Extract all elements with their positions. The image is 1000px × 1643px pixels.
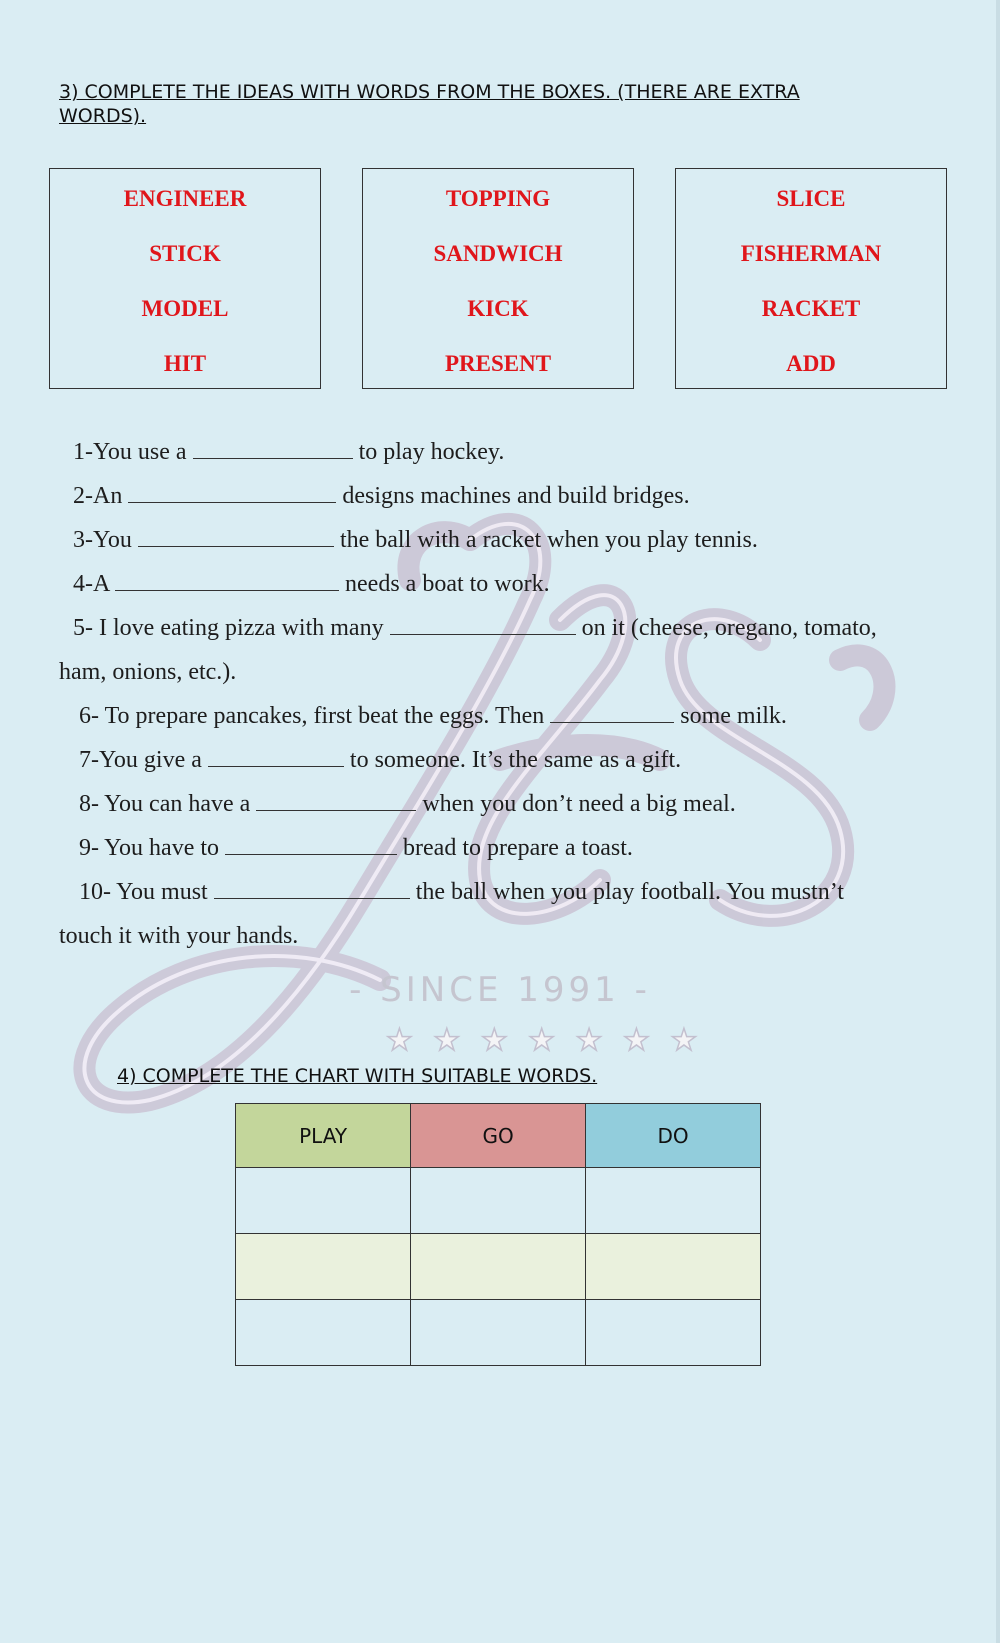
sentence-text: You give a xyxy=(99,747,208,773)
word-racket: RACKET xyxy=(761,296,861,321)
column-header-do: DO xyxy=(586,1104,761,1168)
sentence-text: To prepare pancakes, first beat the eggs. Then xyxy=(99,703,551,729)
star-icon: ★ xyxy=(670,1024,698,1057)
sentence-text: You can have a xyxy=(99,791,257,817)
column-header-play: PLAY xyxy=(236,1104,411,1168)
section-3-heading-line2: WORDS). xyxy=(59,105,147,127)
sentence-1 xyxy=(59,430,939,474)
sentence-text: on it (cheese, oregano, tomato, xyxy=(575,615,877,641)
page-edge xyxy=(996,0,1000,1643)
sentence-text: An xyxy=(93,483,129,509)
sentence-text: I love eating pizza with many xyxy=(93,615,390,641)
sentence-9 xyxy=(59,826,939,870)
chart-cell-go[interactable] xyxy=(411,1300,586,1366)
sentence-5 xyxy=(59,606,939,650)
word-box-2 xyxy=(362,168,634,389)
sentence-text: to someone. It’s the same as a gift. xyxy=(343,747,682,773)
sentence-list xyxy=(59,430,939,958)
sentence-4 xyxy=(59,562,939,606)
sentence-5-continued: ham, onions, etc.). xyxy=(59,659,237,685)
chart-cell-do[interactable] xyxy=(586,1168,761,1234)
sentence-text: some milk. xyxy=(674,703,787,729)
sentence-text: when you don’t need a big meal. xyxy=(416,791,736,817)
sentence-text: designs machines and build bridges. xyxy=(336,483,690,509)
table-row xyxy=(236,1168,761,1234)
sentence-number: 5- xyxy=(73,615,93,641)
answer-blank-4[interactable] xyxy=(115,568,339,591)
sentence-8 xyxy=(59,782,939,826)
sentence-6 xyxy=(59,694,939,738)
answer-blank-6[interactable] xyxy=(550,700,674,723)
word-kick: KICK xyxy=(467,296,529,321)
star-icon: ★ xyxy=(528,1024,556,1057)
column-header-go: GO xyxy=(411,1104,586,1168)
word-slice: SLICE xyxy=(776,186,846,211)
sentence-text: the ball with a racket when you play tennis. xyxy=(333,527,758,553)
word-sandwich: SANDWICH xyxy=(433,241,563,266)
star-icon: ★ xyxy=(386,1024,413,1057)
table-row xyxy=(236,1234,761,1300)
sentence-text: You have to xyxy=(99,835,226,861)
answer-blank-5[interactable] xyxy=(390,612,576,635)
answer-blank-10[interactable] xyxy=(214,876,410,899)
sentence-10-continued: touch it with your hands. xyxy=(59,923,299,949)
sentence-number: 7- xyxy=(79,747,99,773)
answer-blank-7[interactable] xyxy=(208,744,344,767)
word-topping: TOPPING xyxy=(445,186,551,211)
sentence-number: 1- xyxy=(73,439,93,465)
word-fisherman: FISHERMAN xyxy=(740,241,882,266)
watermark-since-text: - SINCE 1991 - xyxy=(349,970,651,1010)
word-stick: STICK xyxy=(149,241,221,266)
word-box-3 xyxy=(675,168,947,389)
word-engineer: ENGINEER xyxy=(123,186,247,211)
sentence-number: 6- xyxy=(79,703,99,729)
section-3-heading xyxy=(59,80,889,128)
chart-cell-play[interactable] xyxy=(236,1234,411,1300)
sentence-text: You must xyxy=(111,879,214,905)
section-3-heading-line1: 3) COMPLETE THE IDEAS WITH WORDS FROM THE BOXES. (THERE ARE EXTRA xyxy=(59,81,800,103)
star-icon: ★ xyxy=(480,1024,508,1057)
sentence-number: 3- xyxy=(73,527,93,553)
answer-blank-3[interactable] xyxy=(138,524,334,547)
chart-cell-do[interactable] xyxy=(586,1234,761,1300)
sentence-text: A xyxy=(93,571,116,597)
sentence-text: the ball when you play football. You mustn’t xyxy=(409,879,844,905)
answer-blank-2[interactable] xyxy=(128,480,336,503)
watermark-stars xyxy=(386,1025,697,1057)
chart-cell-play[interactable] xyxy=(236,1168,411,1234)
sentence-2 xyxy=(59,474,939,518)
sentence-10 xyxy=(59,870,939,914)
word-hit: HIT xyxy=(163,351,207,376)
sentence-text: bread to prepare a toast. xyxy=(397,835,633,861)
table-row xyxy=(236,1300,761,1366)
word-model: MODEL xyxy=(141,296,229,321)
word-present: PRESENT xyxy=(444,351,552,376)
word-box-1 xyxy=(49,168,321,389)
word-chart-table xyxy=(235,1103,761,1366)
sentence-number: 8- xyxy=(79,791,99,817)
sentence-text: You use a xyxy=(93,439,193,465)
sentence-text: to play hockey. xyxy=(352,439,505,465)
sentence-text: needs a boat to work. xyxy=(339,571,550,597)
star-icon: ★ xyxy=(433,1024,461,1057)
star-icon: ★ xyxy=(575,1024,603,1057)
answer-blank-1[interactable] xyxy=(193,436,353,459)
sentence-number: 10- xyxy=(79,879,111,905)
chart-cell-play[interactable] xyxy=(236,1300,411,1366)
chart-cell-go[interactable] xyxy=(411,1234,586,1300)
sentence-number: 2- xyxy=(73,483,93,509)
chart-header-row xyxy=(236,1104,761,1168)
chart-cell-do[interactable] xyxy=(586,1300,761,1366)
word-add: ADD xyxy=(786,351,836,376)
sentence-7 xyxy=(59,738,939,782)
sentence-3 xyxy=(59,518,939,562)
sentence-number: 4- xyxy=(73,571,93,597)
sentence-text: You xyxy=(93,527,138,553)
chart-cell-go[interactable] xyxy=(411,1168,586,1234)
answer-blank-8[interactable] xyxy=(256,788,416,811)
sentence-number: 9- xyxy=(79,835,99,861)
star-icon: ★ xyxy=(623,1024,650,1057)
answer-blank-9[interactable] xyxy=(225,832,397,855)
section-4-heading: 4) COMPLETE THE CHART WITH SUITABLE WORDS. xyxy=(117,1065,598,1087)
